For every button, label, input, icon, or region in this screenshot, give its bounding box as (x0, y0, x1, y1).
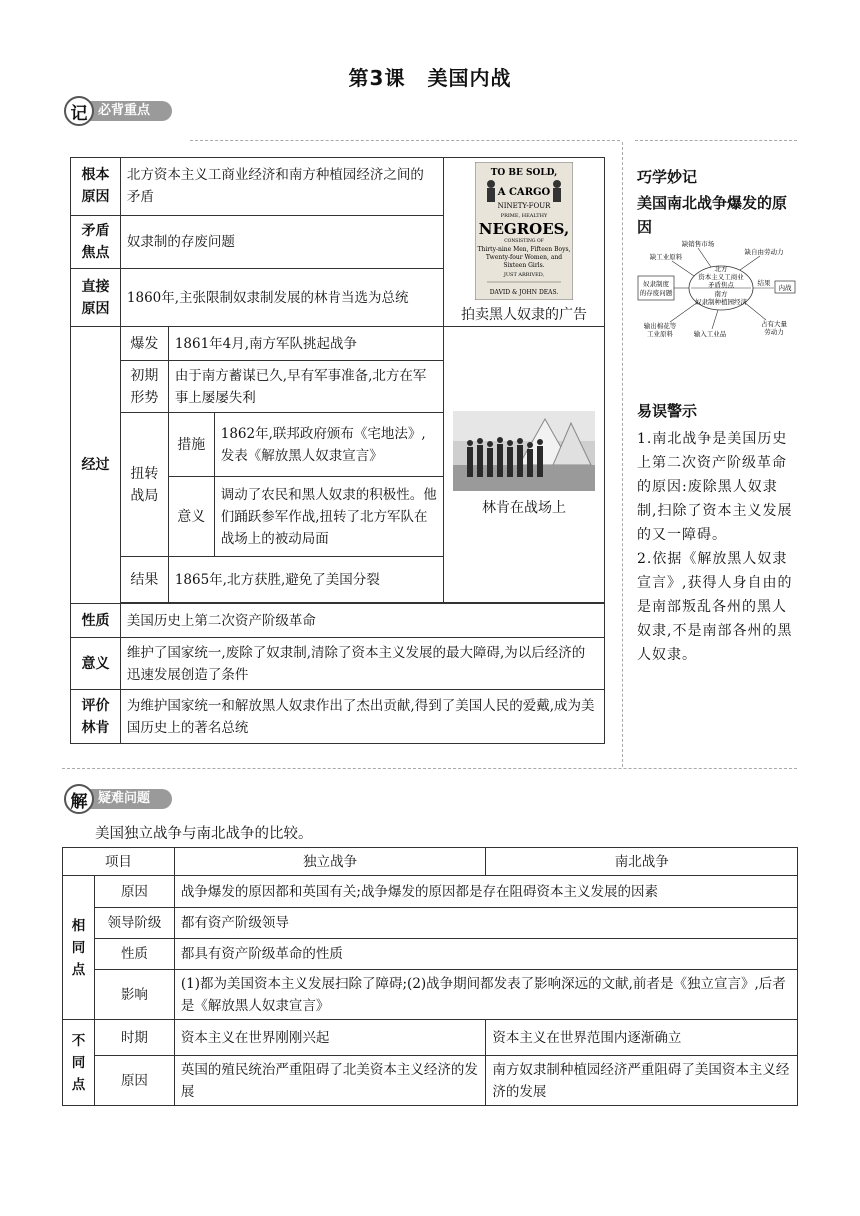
tip-subtitle: 美国南北战争爆发的原因 (637, 194, 788, 236)
section-badge-solve (64, 787, 172, 811)
divider (190, 140, 620, 141)
column-divider (622, 142, 623, 767)
row-text: 战争爆发的原因都和英国有关;战争爆发的原因都是存在阻碍资本主义发展的因素 (174, 876, 797, 908)
svg-text:缺自由劳动力: 缺自由劳动力 (744, 248, 784, 256)
svg-text:结果: 结果 (757, 279, 771, 287)
early-label: 初期形势 (120, 361, 168, 413)
page-title (0, 62, 860, 91)
svg-text:奴隶制度: 奴隶制度 (643, 280, 669, 288)
svg-text:缺工业原料: 缺工业原料 (649, 253, 683, 261)
poster-cell (444, 158, 605, 327)
row-text: (1)都为美国资本主义发展扫除了障碍;(2)战争期间都发表了影响深远的文献,前者是《独立宣言》,后者是《解放黑人奴隶宣言》 (174, 970, 797, 1020)
poster-line: JUST ARRIVED, (503, 272, 545, 278)
section-badge-memorize (64, 99, 172, 123)
row-item: 原因 (94, 876, 174, 908)
poster-line: Thirty-nine Men, Fifteen Boys, (477, 246, 571, 253)
poster-line: TO BE SOLD, (490, 168, 558, 178)
warn-item: 1.南北战争是美国历史上第二次资产阶级革命的原因:废除黑人奴隶制,扫除了资本主义发展的又一障碍。 (637, 431, 793, 543)
poster-line: NEGROES, (478, 220, 570, 238)
key-points-table (70, 157, 605, 744)
same-label: 相同点 (63, 876, 95, 1020)
diff-label: 不同点 (63, 1020, 95, 1106)
poster-line: Twenty-four Women, and (485, 254, 563, 261)
svg-text:缺销售市场: 缺销售市场 (681, 240, 715, 248)
row-civil-war: 资本主义在世界范围内逐渐确立 (486, 1020, 798, 1056)
early-text: 由于南方蓄谋已久,早有军事准备,北方在军事上屡屡失利 (168, 361, 443, 413)
row-item: 原因 (94, 1056, 174, 1106)
evaluation-label: 评价林肯 (71, 690, 121, 744)
header-civil-war: 南北战争 (486, 848, 798, 876)
row-item: 影响 (94, 970, 174, 1020)
lesson-number: 第3课 (348, 66, 406, 90)
row-text: 北方资本主义工商业经济和南方种植园经济之间的矛盾 (120, 158, 443, 216)
poster-line: DAVID & JOHN DEAS. (489, 289, 559, 296)
meaning-text: 调动了农民和黑人奴隶的积极性。他们踊跃参军作战,扭转了北方军队在战场上的被动局面 (214, 477, 443, 557)
result-label: 结果 (120, 557, 168, 603)
row-label: 矛盾焦点 (71, 215, 121, 268)
significance-label: 意义 (71, 638, 121, 690)
slave-auction-poster (475, 162, 573, 300)
svg-text:占有大量: 占有大量 (761, 320, 787, 328)
warn-title: 易误警示 (637, 402, 698, 420)
row-text: 1860年,主张限制奴隶制发展的林肯当选为总统 (120, 269, 443, 327)
evaluation-text: 为维护国家统一和解放黑人奴隶作出了杰出贡献,得到了美国人民的爱戴,成为美国历史上的著名总统 (120, 690, 604, 744)
poster-line: A CARGO (497, 187, 551, 198)
svg-text:工业原料: 工业原料 (647, 330, 673, 338)
header-independence: 独立战争 (174, 848, 486, 876)
poster-line: NINETY-FOUR (497, 202, 551, 210)
result-text: 1865年,北方获胜,避免了美国分裂 (168, 557, 443, 603)
divider (62, 768, 797, 769)
process-label: 经过 (71, 327, 121, 604)
outbreak-text: 1861年4月,南方军队挑起战争 (168, 327, 443, 361)
poster-line: CONSISTING OF (504, 239, 544, 244)
row-independence: 英国的殖民统治严重阻碍了北美资本主义经济的发展 (174, 1056, 486, 1106)
row-civil-war: 南方奴隶制种植园经济严重阻碍了美国资本主义经济的发展 (486, 1056, 798, 1106)
svg-text:输出棉花等: 输出棉花等 (643, 322, 677, 330)
poster-caption: 拍卖黑人奴隶的广告 (461, 307, 587, 323)
svg-text:矛盾焦点: 矛盾焦点 (708, 281, 734, 289)
row-item: 性质 (94, 939, 174, 970)
outbreak-label: 爆发 (120, 327, 168, 361)
svg-text:的存废问题: 的存废问题 (639, 289, 673, 297)
significance-text: 维护了国家统一,废除了奴隶制,清除了资本主义发展的最大障碍,为以后经济的迅速发展创造了条件 (120, 638, 604, 690)
row-text: 都有资产阶级领导 (174, 908, 797, 939)
memorize-char: 记 (64, 96, 94, 126)
warn-item: 2.依据《解放黑人奴隶宣言》,获得人身自由的是南部叛乱各州的黑人奴隶,不是南部各州的黑人奴隶。 (637, 551, 793, 663)
row-label: 直接原因 (71, 269, 121, 327)
turn-label: 扭转战局 (120, 413, 168, 557)
poster-line: Sixteen Girls. (503, 262, 545, 269)
memorize-label: 必背重点 (82, 101, 172, 121)
row-text: 都具有资产阶级革命的性质 (174, 939, 797, 970)
causes-mind-map (636, 238, 796, 348)
svg-text:南方: 南方 (714, 290, 728, 298)
solve-char: 解 (64, 784, 94, 814)
photo-cell (444, 327, 605, 603)
row-item: 领导阶级 (94, 908, 174, 939)
svg-text:资本主义工商业: 资本主义工商业 (698, 273, 744, 281)
measures-text: 1862年,联邦政府颁布《宅地法》,发表《解放黑人奴隶宣言》 (214, 413, 443, 477)
nature-label: 性质 (71, 604, 121, 638)
solve-label: 疑难问题 (82, 789, 172, 809)
lesson-title: 美国内战 (427, 66, 512, 90)
tip-title: 巧学妙记 (637, 168, 698, 186)
nature-text: 美国历史上第二次资产阶级革命 (120, 604, 604, 638)
lincoln-battlefield-photo (453, 411, 595, 491)
svg-text:北方: 北方 (714, 265, 728, 273)
svg-text:输入工业品: 输入工业品 (693, 330, 727, 338)
error-warnings (637, 399, 797, 667)
row-text: 奴隶制的存废问题 (120, 215, 443, 268)
photo-caption: 林肯在战场上 (482, 499, 566, 516)
header-item: 项目 (63, 848, 175, 876)
divider (635, 140, 797, 141)
svg-text:奴隶制种植园经济: 奴隶制种植园经济 (695, 298, 747, 306)
svg-text:内战: 内战 (778, 284, 792, 292)
svg-text:劳动力: 劳动力 (764, 328, 784, 336)
row-item: 时期 (94, 1020, 174, 1056)
comparison-table (62, 847, 798, 1106)
row-label: 根本原因 (71, 158, 121, 216)
measures-label: 措施 (168, 413, 214, 477)
meaning-label: 意义 (168, 477, 214, 557)
poster-line: PRIME, HEALTHY (500, 213, 548, 219)
row-independence: 资本主义在世界刚刚兴起 (174, 1020, 486, 1056)
memory-tip (637, 165, 797, 239)
comparison-intro: 美国独立战争与南北战争的比较。 (95, 826, 313, 842)
